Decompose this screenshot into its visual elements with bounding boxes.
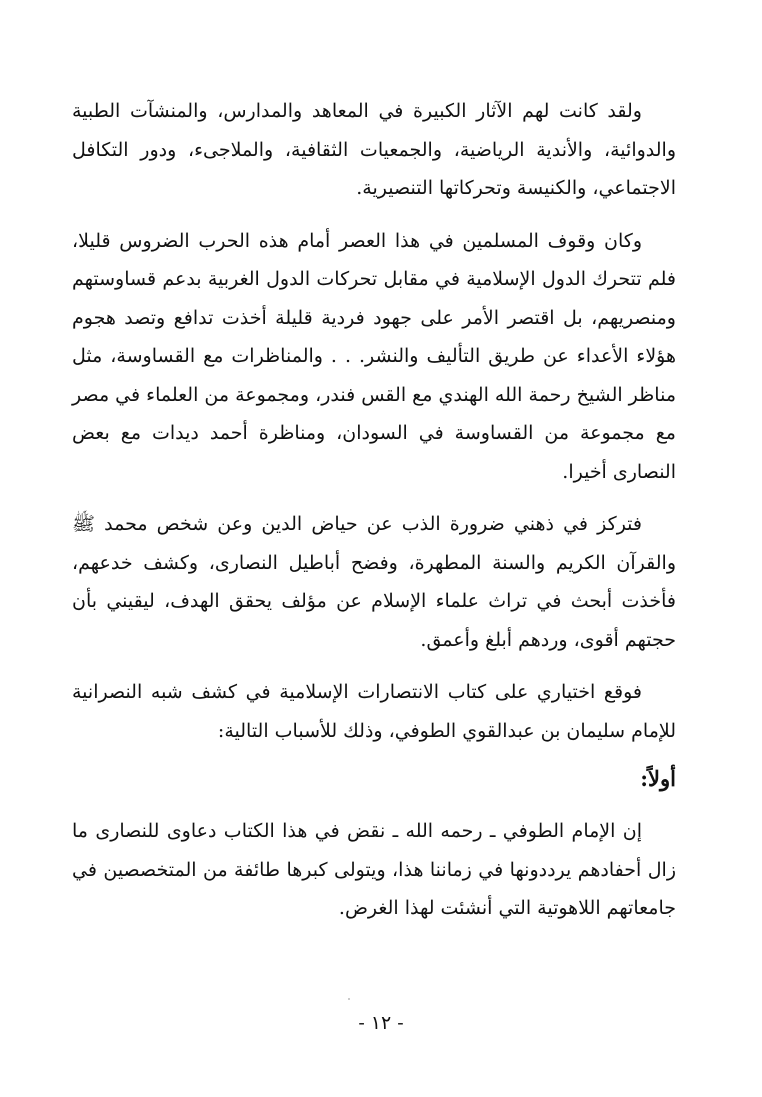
paragraph-3: فتركز في ذهني ضرورة الذب عن حياض الدين وعن شخص محمد ﷺ والقرآن الكريم والسنة المطهرة، وفضح أباطيل النصارى، وكشف خدعهم، فأخذت أبحث في تراث علماء الإسلام عن مؤلف يحقق الهدف، ليقيني بأن حجتهم أقوى، وردهم أبلغ وأعمق. [72, 513, 676, 651]
scan-speck [348, 998, 350, 1000]
body-text [72, 92, 676, 928]
paragraph-4: فوقع اختياري على كتاب الانتصارات الإسلامية في كشف شبه النصرانية للإمام سليمان بن عبدالقوي الطوفي، وذلك للأسباب التالية: [72, 681, 676, 742]
paragraph-5: إن الإمام الطوفي ـ رحمه الله ـ نقض في هذا الكتاب دعاوى للنصارى ما زال أحفادهم يرددونها في زماننا هذا، ويتولى كبرها طائفة من المتخصصين في جامعاتهم اللاهوتية التي أنشئت لهذا الغرض. [72, 820, 676, 919]
paragraph-1: ولقد كانت لهم الآثار الكبيرة في المعاهد والمدارس، والمنشآت الطبية والدوائية، والأندية الرياضية، والجمعيات الثقافية، والملاجىء، ودور التكافل الاجتماعي، والكنيسة وتحركاتها التنصيرية. [72, 100, 676, 199]
section-heading: أولاً: [640, 766, 676, 791]
paragraph-2: وكان وقوف المسلمين في هذا العصر أمام هذه الحرب الضروس قليلا، فلم تتحرك الدول الإسلامية في مقابل تحركات الدول الغربية بدعم قساوستهم ومنصريهم، بل اقتصر الأمر على جهود فردية قليلة أخذت تدافع وتصد هجوم هؤلاء الأعداء عن طريق التأليف والنشر. . . والمناظرات مع القساوسة، مثل مناظر الشيخ رحمة الله الهندي مع القس فندر، ومجموعة من العلماء في مصر مع مجموعة من القساوسة في السودان، ومناظرة أحمد ديدات مع بعض النصارى أخيرا. [72, 229, 676, 483]
page-number: - ١٢ - [358, 1012, 404, 1034]
